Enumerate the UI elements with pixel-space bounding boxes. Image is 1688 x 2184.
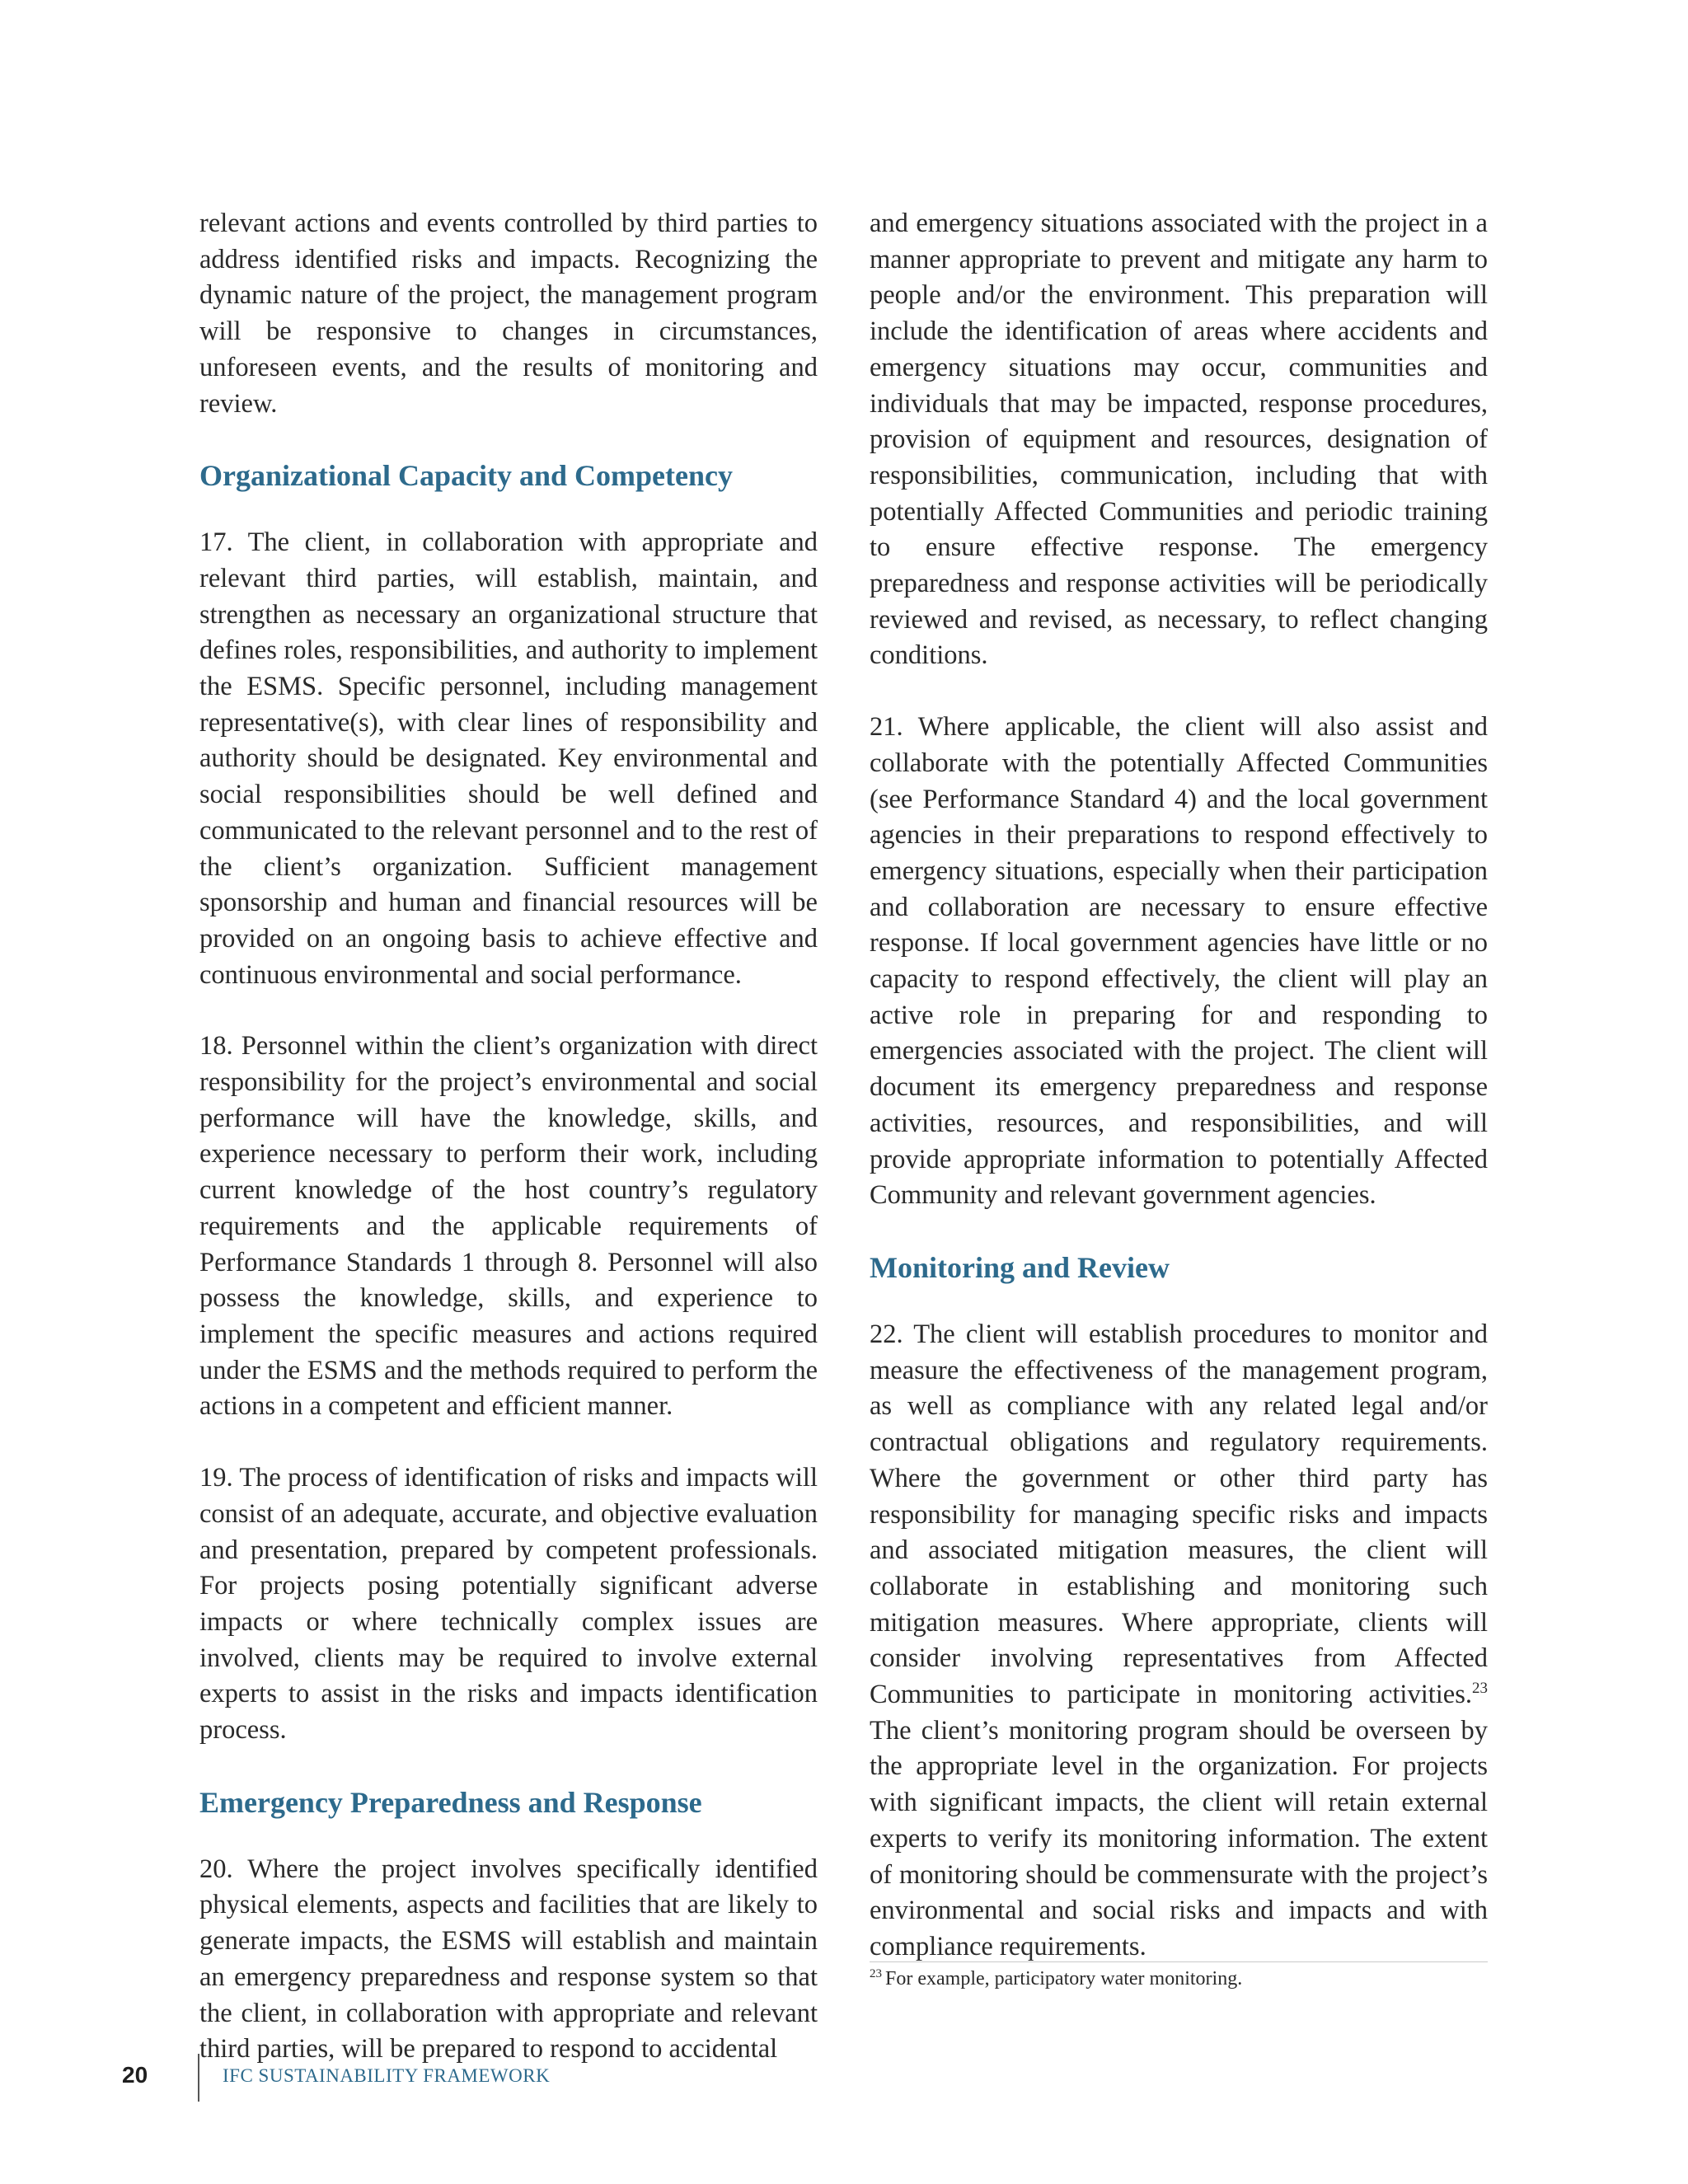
page-number: 20 bbox=[122, 2062, 148, 2088]
footer-divider bbox=[198, 2054, 199, 2102]
paragraph-22 bbox=[870, 1317, 1488, 1966]
footer-publication-title: IFC SUSTAINABILITY FRAMEWORK bbox=[223, 2065, 551, 2086]
paragraph-22-part-2: The client’s monitoring program should be overseen by the appropriate level in the organization. For projects with significant impacts, the client will retain external experts to verify its monitoring information. The extent of monitoring should be commensurate with the project’s environmental and social risks and impacts and with compliance requirements. bbox=[870, 1715, 1488, 1961]
heading-monitoring-review: Monitoring and Review bbox=[870, 1250, 1170, 1284]
right-column bbox=[870, 206, 1488, 2001]
footnote-text: For example, participatory water monitoring. bbox=[885, 1968, 1243, 1990]
paragraph-17: 17. The client, in collaboration with appropriate and relevant third parties, will establish, maintain, and strengthen as necessary an organizational structure that defines roles, responsibilities, and authority to implement the ESMS. Specific personnel, including management representative(s), with clear lines of responsibility and authority should be designated. Key environmental and social responsibilities should be well defined and communicated to the relevant personnel and to the rest of the client’s organization. Sufficient management sponsorship and human and financial resources will be provided on an ongoing basis to achieve effective and continuous environmental and social performance. bbox=[199, 527, 818, 990]
paragraph-22-part-1: 22. The client will establish procedures to monitor and measure the effectiveness of the management program, as well as compliance with any related legal and/or contractual obligations and regulatory requirements. Where the government or other third party has responsibility for managing specific risks and impacts and associated mitigation measures, the client will collaborate in establishing and monitoring such mitigation measures. Where appropriate, clients will consider involving representatives from Affected Communities to participate in monitoring activities. bbox=[870, 1319, 1488, 1710]
footnote-number: 23 bbox=[870, 1967, 882, 1980]
footnote-divider bbox=[870, 1961, 1488, 1962]
footnote-23 bbox=[870, 1966, 1488, 1992]
paragraph-20-continued: and emergency situations associated with the project in a manner appropriate to prevent and mitigate any harm to people and/or the environment. This preparation will include the identification of areas where accidents and emergency situations may occur, communities and individuals that may be impacted, response procedures, provision of equipment and resources, designation of responsibilities, communication, including that with potentially Affected Communities and periodic training to ensure effective response. The emergency preparedness and response activities will be periodically reviewed and revised, as necessary, to reflect changing conditions. bbox=[870, 209, 1488, 671]
paragraph-21: 21. Where applicable, the client will also assist and collaborate with the potentially Affected Communities (see Performance Standard 4) and the local government agencies in their preparations to respond effectively to emergency situations, especially when their participation and collaboration are necessary to ensure effective response. If local government agencies have little or no capacity to respond effectively, the client will play an active role in preparing for and responding to emergencies associated with the project. The client will document its emergency preparedness and response activities, resources, and responsibilities, and will provide appropriate information to potentially Affected Community and relevant government agencies. bbox=[870, 712, 1488, 1211]
paragraph-19: 19. The process of identification of risks and impacts will consist of an adequate, accurate, and objective evaluation and presentation, prepared by competent professionals. For projects posing potentially significant adverse impacts or where technically complex issues are involved, clients may be required to involve external experts to assist in the risks and impacts identification process. bbox=[199, 1463, 818, 1746]
left-column bbox=[199, 206, 818, 2103]
paragraph-18: 18. Personnel within the client’s organization with direct responsibility for the project’s environmental and social performance will have the knowledge, skills, and experience necessary to perform their work, including current knowledge of the host country’s regulatory requirements and the applicable requirements of Performance Standards 1 through 8. Personnel will also possess the knowledge, skills, and experience to implement the specific measures and actions required under the ESMS and the methods required to perform the actions in a competent and efficient manner. bbox=[199, 1031, 818, 1422]
heading-emergency-preparedness: Emergency Preparedness and Response bbox=[199, 1785, 702, 1819]
paragraph-16-continued: relevant actions and events controlled by third parties to address identified risks and impacts. Recognizing the dynamic nature of the project, the management program will be responsive to changes in circumstances, unforeseen events, and the results of monitoring and review. bbox=[199, 209, 818, 419]
heading-organizational-capacity: Organizational Capacity and Competency bbox=[199, 459, 733, 493]
footnote-reference-23[interactable]: 23 bbox=[1472, 1680, 1488, 1698]
paragraph-20: 20. Where the project involves specifically identified physical elements, aspects and facilities that are likely to generate impacts, the ESMS will establish and maintain an emergency preparedness and response system so that the client, in collaboration with appropriate and relevant third parties, will be prepared to respond to accidental bbox=[199, 1854, 818, 2064]
